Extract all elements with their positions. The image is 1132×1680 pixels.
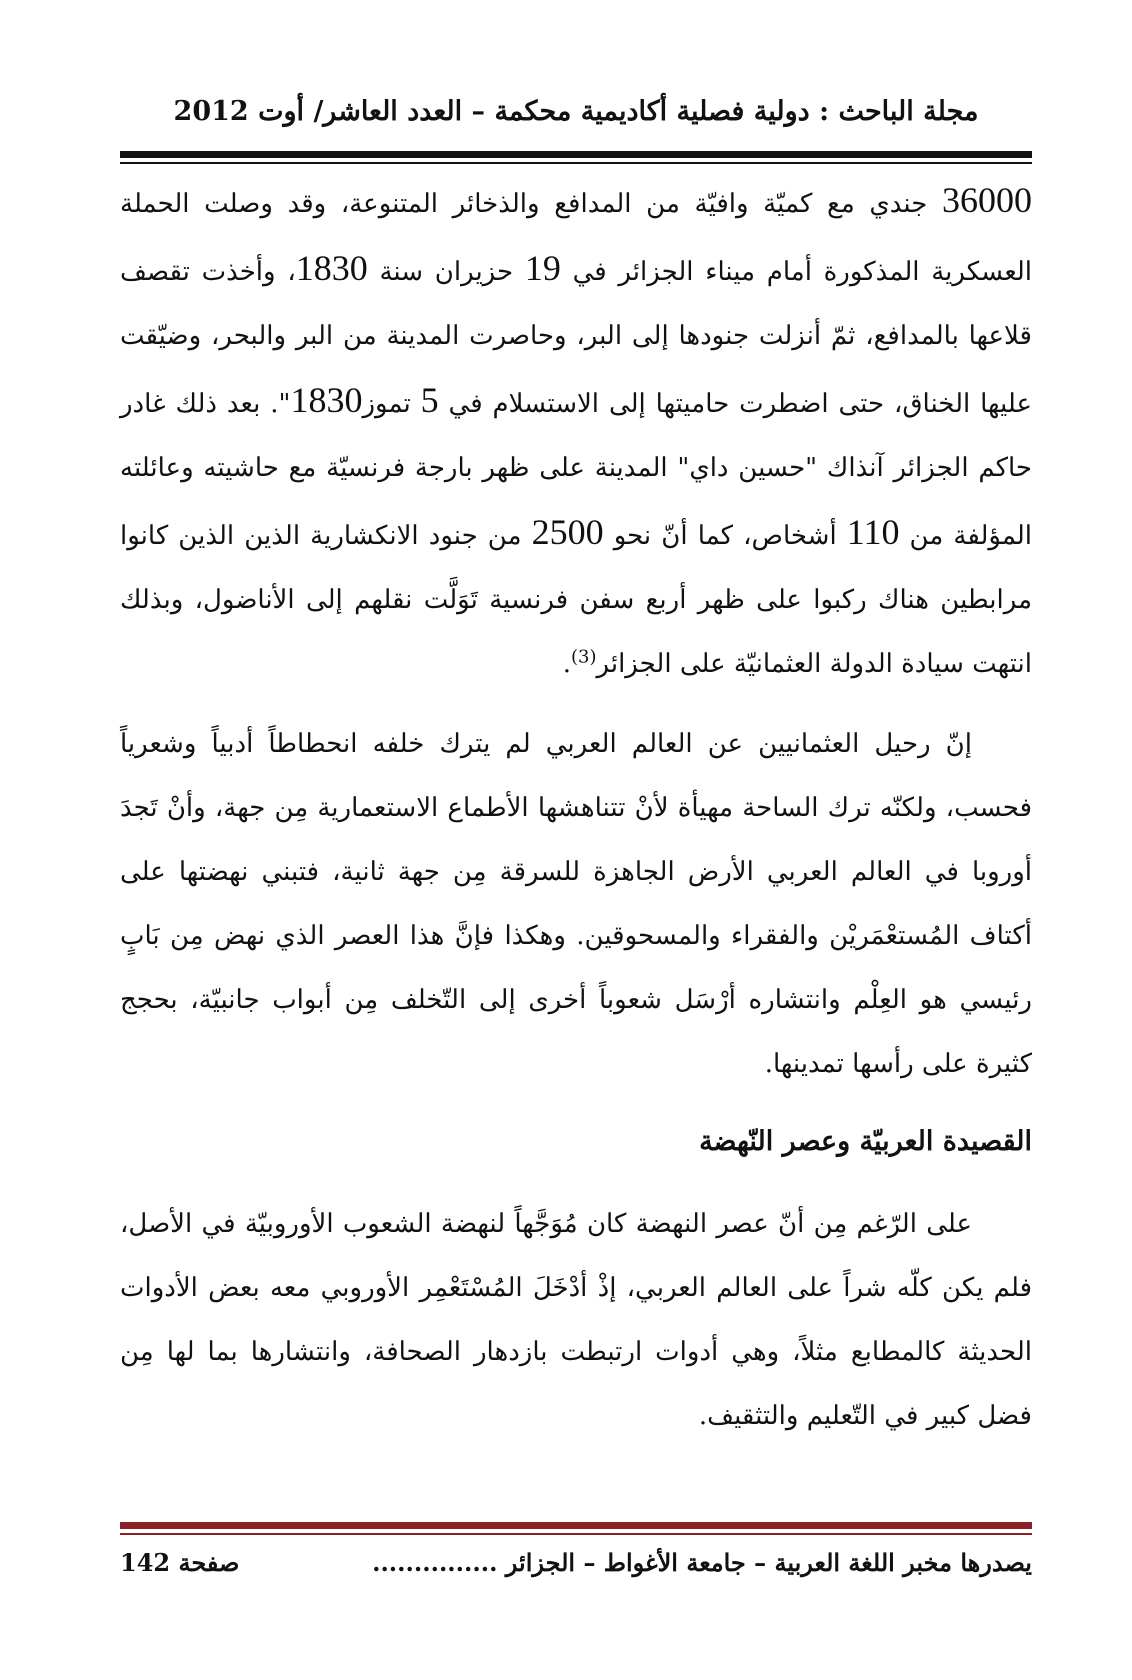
header-divider — [120, 151, 1032, 158]
page-footer — [120, 1548, 1032, 1588]
text-run: ، وأخذت تقصف قلاعها بالمدافع، ثمّ أنزلت جنودها إلى البر، وحاصرت المدينة من البر والبحر، وضيّقت عليها الخناق، حتى اضطرت حاميتها إلى الاستسلام في — [120, 257, 1032, 419]
paragraph-gap — [120, 696, 1032, 712]
footer-divider — [120, 1522, 1032, 1529]
text-run: تموز — [362, 389, 421, 419]
section-heading: القصيدة العربيّة وعصر النّهضة — [699, 1126, 1032, 1157]
publisher-line: يصدرها مخبر اللغة العربية – جامعة الأغواط – الجزائر ............... — [372, 1548, 1032, 1577]
paragraph-1 — [120, 168, 1032, 696]
header-divider-thin — [120, 162, 1032, 164]
number: 1830 — [295, 248, 368, 288]
number: 1830 — [290, 380, 363, 420]
footer-divider-thin — [120, 1533, 1032, 1535]
number: 2500 — [531, 512, 604, 552]
text-run: جندي مع كميّة وافيّة من المدافع والذخائر المتنوعة، وقد وصلت الحملة العسكرية المذكورة أمام ميناء الجزائر في — [120, 189, 1033, 287]
number: 5 — [420, 380, 439, 420]
number: 110 — [846, 512, 900, 552]
text-run: . — [562, 649, 571, 679]
article-body — [120, 168, 1032, 1448]
journal-header: مجلة الباحث : دولية فصلية أكاديمية محكمة – العدد العاشر/ أوت 2012 — [173, 96, 979, 127]
text-run: ". بعد ذلك غادر حاكم الجزائر آنذاك "حسين داي" المدينة على ظهر بارجة فرنسيّة مع حاشيته وعائلته المؤلفة من — [120, 389, 1033, 551]
paragraph-3: على الرّغم مِن أنّ عصر النهضة كان مُوَجَّهاً لنهضة الشعوب الأوروبيّة في الأصل، فلم يكن كلّه شراً على العالم العربي، إذْ أدْخَلَ المُسْتَعْمِر الأوروبي معه بعض الأدوات الحديثة كالمطابع مثلاً، وهي أدوات ارتبطت بازدهار الصحافة، وانتشارها بما لها مِن فضل كبير في التّعليم والتثقيف. — [120, 1209, 1032, 1431]
text-run: من جنود الانكشارية الذين الذين كانوا مرابطين هناك ركبوا على ظهر أربع سفن فرنسية تَوَلَّت نقلهم إلى الأناضول، وبذلك انتهت سيادة الدولة العثمانيّة على الجزائر — [120, 521, 1032, 679]
text-run: أشخاص، كما أنّ نحو — [603, 521, 847, 551]
number: 19 — [524, 248, 561, 288]
number: 36000 — [942, 180, 1032, 220]
page-number: صفحة 142 — [120, 1548, 240, 1577]
paragraph-2: إنّ رحيل العثمانيين عن العالم العربي لم يترك خلفه انحطاطاً أدبياً وشعرياً فحسب، ولكنّه ترك الساحة مهيأة لأنْ تتناهشها الأطماع الاستعمارية مِن جهة، وأنْ تَجدَ أوروبا في العالم العربي الأرض الجاهزة للسرقة مِن جهة ثانية، فتبني نهضتها على أكتاف المُستعْمَريْن والفقراء والمسحوقين. وهكذا فإنَّ هذا العصر الذي نهض مِن بَابٍ رئيسي هو العِلْم وانتشاره أرْسَل شعوباً أخرى إلى التّخلف مِن أبواب جانبيّة، بحجج كثيرة على رأسها تمدينها. — [120, 729, 1032, 1079]
text-run: حزيران سنة — [367, 257, 525, 287]
footnote-marker: (3) — [570, 646, 597, 668]
